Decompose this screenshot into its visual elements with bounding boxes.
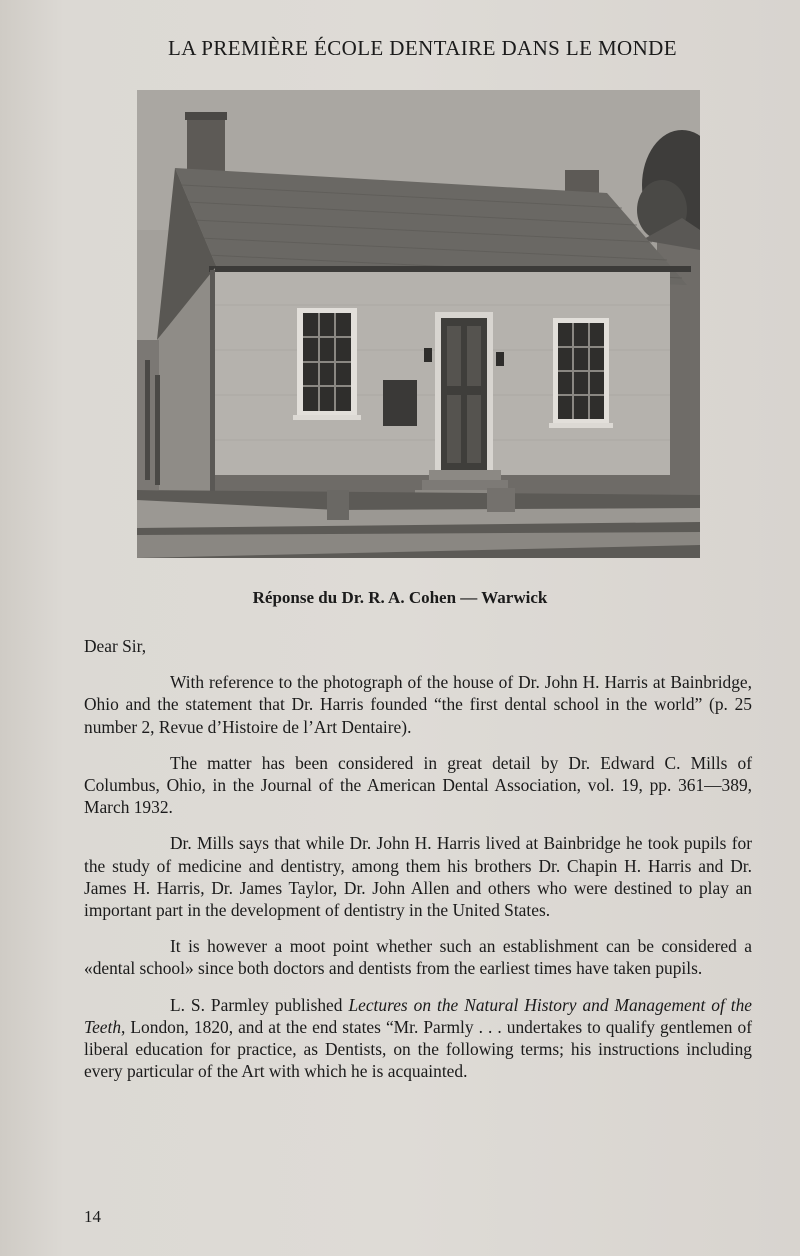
paragraph-5 bbox=[84, 994, 752, 1083]
paragraph-5-rest: , London, 1820, and at the end states “Mr. Parmly . . . undertakes to qualify gentlemen of liberal education for practice, as Dentists, on the following terms; his instructions including every particular of the Art with which he is acquainted. bbox=[84, 1016, 752, 1082]
paragraph-4: It is however a moot point whether such an establishment can be considered a «dental school» since both doctors and dentists from the earliest times have taken pupils. bbox=[84, 936, 752, 979]
house-photo-illustration bbox=[137, 90, 700, 558]
figure-caption: Réponse du Dr. R. A. Cohen — Warwick bbox=[252, 588, 548, 607]
paragraph-2: The matter has been considered in great detail by Dr. Edward C. Mills of Columbus, Ohio, in the Journal of the American Dental Association, vol. 19, pp. 361—389, March 1932. bbox=[84, 752, 752, 818]
letter-body bbox=[84, 635, 752, 1082]
paragraph-1: With reference to the photograph of the house of Dr. John H. Harris at Bainbridge, Ohio and the statement that Dr. Harris founded “the first dental school in the world” (p. 25 number 2, Revue d’Histoire de l’Art Dentaire). bbox=[84, 672, 752, 737]
paragraph-3: Dr. Mills says that while Dr. John H. Harris lived at Bainbridge he took pupils for the study of medicine and dentistry, among them his brothers Dr. Chapin H. Harris and Dr. James H. Harris, Dr. James Taylor, Dr. John Allen and others who were destined to play an important part in the development of dentistry in the United States. bbox=[84, 833, 752, 921]
letter-salutation: Dear Sir, bbox=[84, 636, 147, 656]
paragraph-5-lead: L. S. Parmley published bbox=[170, 994, 349, 1015]
page-number: 14 bbox=[84, 1207, 101, 1226]
running-header: LA PREMIÈRE ÉCOLE DENTAIRE DANS LE MONDE bbox=[168, 36, 677, 60]
house-photograph bbox=[137, 90, 700, 558]
book-title: Lectures on the Natural History and Management of the Teeth bbox=[84, 994, 752, 1037]
